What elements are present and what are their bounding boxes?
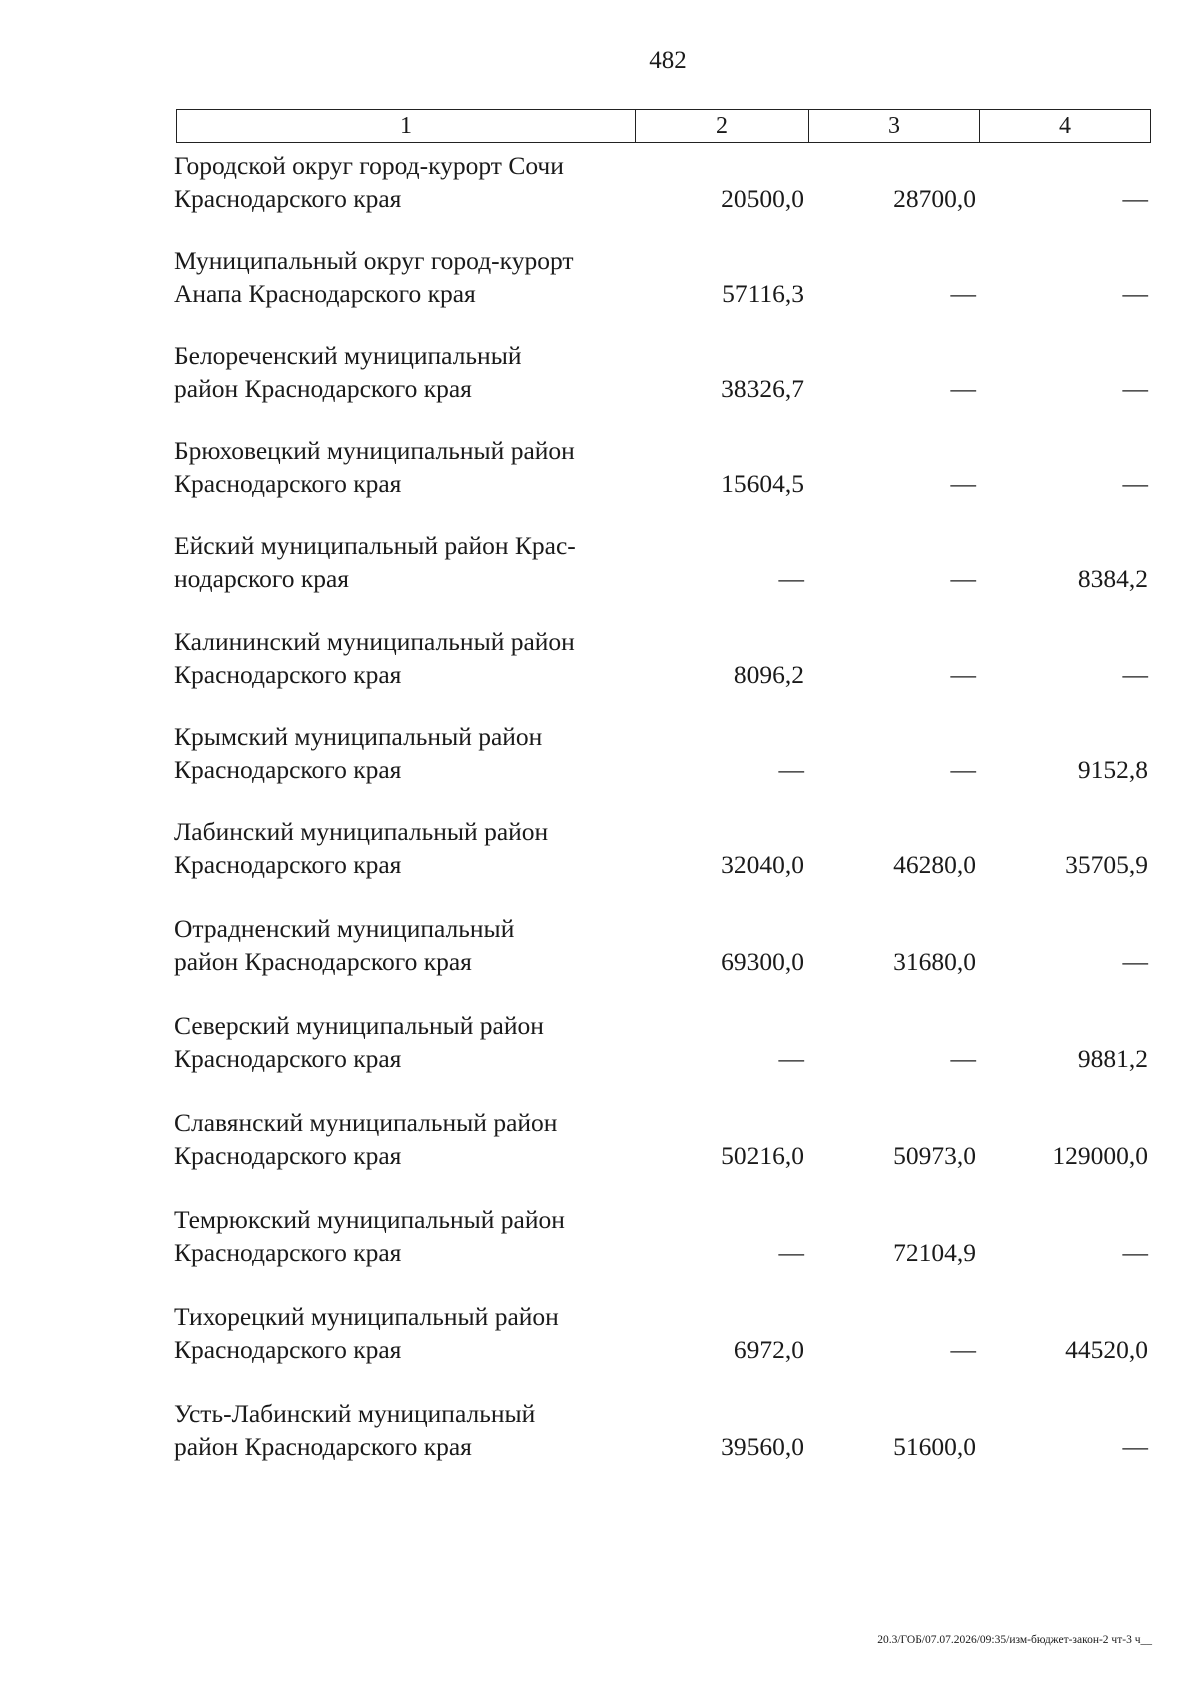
value-col-3: — [950,1335,976,1364]
value-col-2: 57116,3 [722,279,804,308]
table-row [0,149,1200,221]
municipality-name: Крымский муниципальный район Краснодарского края [174,722,543,784]
value-col-3: — [950,279,976,308]
table-row [0,625,1200,697]
municipality-name: Усть-Лабинский муниципальный район Краснодарского края [174,1399,536,1461]
column-header-table [176,109,1151,143]
municipality-name: Брюховецкий муниципальный район Краснодарского края [174,436,575,498]
value-col-3: — [950,469,976,498]
value-col-3: 28700,0 [893,184,976,213]
value-col-2: 32040,0 [721,850,804,879]
value-col-3: 31680,0 [893,947,976,976]
value-col-3: — [950,660,976,689]
column-header-4: 4 [980,110,1151,143]
value-col-2: 15604,5 [721,469,804,498]
value-col-2: — [778,564,804,593]
municipality-name: Славянский муниципальный район Краснодарского края [174,1108,558,1170]
municipality-name: Калининский муниципальный район Краснодарского края [174,627,575,689]
value-col-4: — [1122,374,1148,403]
table-row [0,339,1200,411]
page-number: 482 [649,47,687,74]
document-footer-code: 20.3/ГОБ/07.07.2026/09:35/изм-бюджет-закон-2 чт-3 ч__ [877,1634,1152,1646]
table-row [0,244,1200,316]
value-col-4: — [1122,660,1148,689]
value-col-4: — [1122,1432,1148,1461]
table-row [0,1203,1200,1275]
value-col-2: 39560,0 [721,1432,804,1461]
table-row [0,1397,1200,1469]
value-col-3: 46280,0 [893,850,976,879]
table-row [0,1106,1200,1178]
value-col-4: 8384,2 [1077,564,1148,593]
value-col-4: 9881,2 [1077,1044,1148,1073]
table-row [0,1009,1200,1081]
table-row [0,912,1200,984]
municipality-name: Отрадненский муниципальный район Краснодарского края [174,914,515,976]
value-col-2: 6972,0 [733,1335,804,1364]
value-col-2: — [778,1044,804,1073]
municipality-name: Белореченский муниципальный район Краснодарского края [174,341,522,403]
municipality-name: Темрюкский муниципальный район Краснодарского края [174,1205,565,1267]
table-row [0,1300,1200,1372]
value-col-4: 9152,8 [1077,755,1148,784]
value-col-4: — [1122,279,1148,308]
value-col-3: — [950,564,976,593]
column-header-2: 2 [636,110,809,143]
column-header-row [177,110,1151,143]
value-col-2: — [778,1238,804,1267]
table-row [0,815,1200,887]
value-col-4: 35705,9 [1065,850,1148,879]
value-col-2: 69300,0 [721,947,804,976]
value-col-3: 72104,9 [893,1238,976,1267]
value-col-3: 51600,0 [893,1432,976,1461]
value-col-3: 50973,0 [893,1141,976,1170]
value-col-2: 20500,0 [721,184,804,213]
table-row [0,529,1200,601]
municipality-name: Тихорецкий муниципальный район Краснодарского края [174,1302,559,1364]
municipality-name: Муниципальный округ город-курорт Анапа Краснодарского края [174,246,574,308]
municipality-name: Лабинский муниципальный район Краснодарского края [174,817,549,879]
municipality-name: Северский муниципальный район Краснодарского края [174,1011,544,1073]
municipality-name: Городской округ город-курорт Сочи Краснодарского края [174,151,564,213]
value-col-2: 38326,7 [721,374,804,403]
value-col-3: — [950,755,976,784]
table-row [0,434,1200,506]
table-row [0,720,1200,792]
value-col-4: — [1122,947,1148,976]
column-header-1: 1 [177,110,636,143]
value-col-2: 50216,0 [721,1141,804,1170]
value-col-4: 129000,0 [1052,1141,1148,1170]
value-col-3: — [950,374,976,403]
value-col-2: 8096,2 [733,660,804,689]
value-col-4: — [1122,469,1148,498]
column-header-3: 3 [809,110,980,143]
value-col-4: — [1122,184,1148,213]
value-col-4: — [1122,1238,1148,1267]
value-col-2: — [778,755,804,784]
value-col-4: 44520,0 [1065,1335,1148,1364]
municipality-name: Ейский муниципальный район Крас- нодарского края [174,531,576,593]
value-col-3: — [950,1044,976,1073]
